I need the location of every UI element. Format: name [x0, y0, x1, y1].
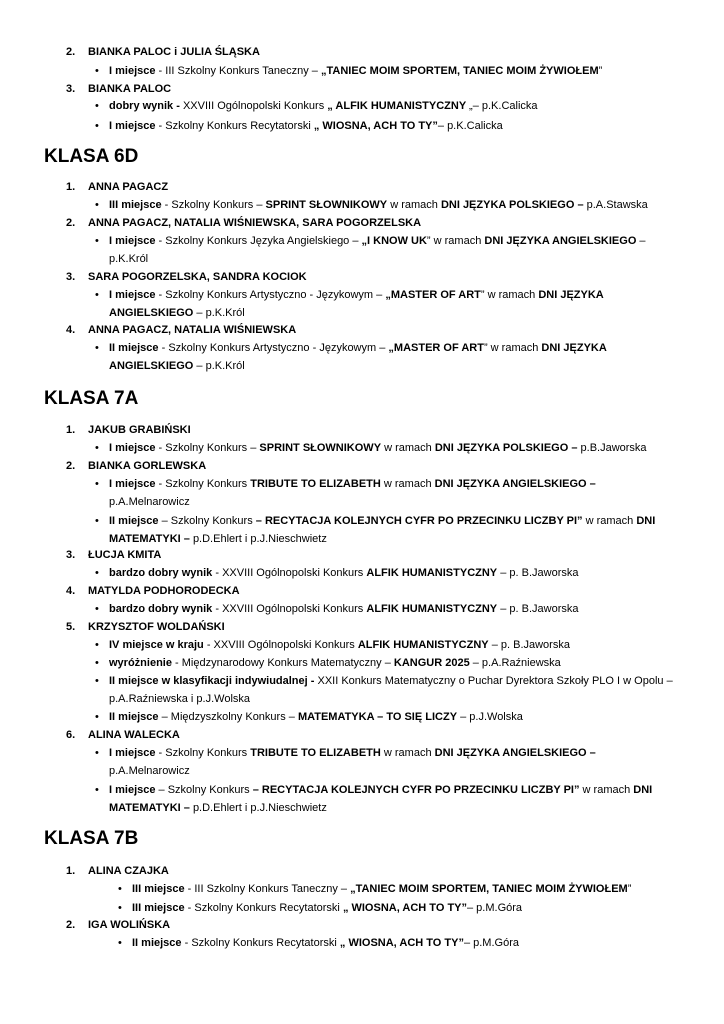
emphasis-text: „ WIOSNA, ACH TO TY”	[339, 937, 464, 949]
emphasis-text: MATEMATYKA – TO SIĘ LICZY	[297, 711, 458, 723]
achievement-item	[118, 880, 678, 898]
student-entry: 3. SARA POGORZELSKA, SANDRA KOCIOK	[66, 271, 307, 283]
body-text: – p. B.Jaworska	[497, 603, 579, 615]
student-entry: 4. MATYLDA PODHORODECKA	[66, 585, 240, 597]
body-text: - Szkolny Konkurs Recytatorski	[181, 937, 340, 949]
emphasis-text: „ ALFIK HUMANISTYCZNY	[327, 100, 470, 112]
bullet-icon: •	[95, 711, 99, 723]
emphasis-text: „TANIEC MOIM SPORTEM, TANIEC MOIM ŻYWIOŁEM	[320, 65, 599, 77]
emphasis-text: SPRINT SŁOWNIKOWY	[259, 442, 382, 454]
emphasis-text: II miejsce w klasyfikacji indywiudalnej -	[109, 675, 318, 687]
emphasis-text: „TANIEC MOIM SPORTEM, TANIEC MOIM ŻYWIOŁEM	[350, 883, 628, 895]
emphasis-text: DNI JĘZYKA ANGIELSKIEGO	[484, 235, 637, 247]
body-text: ” w ramach	[426, 235, 485, 247]
emphasis-text: „MASTER OF ART	[388, 342, 484, 354]
body-text: p.A.Stawska	[586, 199, 648, 211]
achievement-item	[95, 744, 675, 780]
body-text: ”	[598, 65, 603, 77]
body-text: - Szkolny Konkurs –	[155, 442, 260, 454]
bullet-icon: •	[95, 515, 99, 527]
achievement-item	[95, 97, 675, 115]
achievement-item	[95, 286, 675, 322]
bullet-icon: •	[95, 478, 99, 490]
emphasis-text: DNI JĘZYKA POLSKIEGO –	[434, 442, 581, 454]
body-text: w ramach	[380, 747, 435, 759]
body-text: - XXVIII Ogólnopolski Konkurs	[203, 639, 358, 651]
emphasis-text: III miejsce	[132, 902, 185, 914]
student-entry: 2. BIANKA GORLEWSKA	[66, 460, 207, 472]
bullet-icon: •	[95, 657, 99, 669]
emphasis-text: II miejsce	[109, 342, 159, 354]
body-text: w ramach	[582, 515, 637, 527]
emphasis-text: DNI JĘZYKA ANGIELSKIEGO –	[434, 747, 596, 759]
bullet-icon: •	[95, 65, 99, 77]
student-entry: 6. ALINA WALECKA	[66, 729, 180, 741]
emphasis-text: „I KNOW UK	[361, 235, 427, 247]
body-text: - Szkolny Konkurs Artystyczno - Językowym –	[155, 289, 386, 301]
emphasis-text: I miejsce	[109, 442, 156, 454]
body-text: – p.A.Raźniewska	[469, 657, 561, 669]
student-entry: 4. ANNA PAGACZ, NATALIA WIŚNIEWSKA	[66, 324, 297, 336]
student-entry: 2. ANNA PAGACZ, NATALIA WIŚNIEWSKA, SARA POGORZELSKA	[66, 217, 422, 229]
student-entry: 3. ŁUCJA KMITA	[66, 549, 162, 561]
bullet-icon: •	[95, 289, 99, 301]
achievement-item	[95, 564, 675, 582]
achievement-item	[95, 62, 675, 80]
achievement-item	[95, 781, 675, 817]
body-text: – p.K.Król	[193, 360, 245, 372]
body-text: - Szkolny Konkurs Recytatorski	[184, 902, 343, 914]
bullet-icon: •	[118, 902, 122, 914]
class-heading: KLASA 7B	[44, 828, 139, 849]
body-text: - Międzynarodowy Konkurs Matematyczny –	[171, 657, 394, 669]
achievement-item	[95, 672, 675, 708]
body-text: p.D.Ehlert i p.J.Nieschwietz	[192, 533, 327, 545]
emphasis-text: DNI MATEMATYKI –	[109, 515, 656, 545]
achievement-item	[95, 708, 675, 726]
achievement-item	[118, 899, 678, 917]
student-entry: 2. IGA WOLIŃSKA	[66, 919, 171, 931]
achievement-item	[95, 339, 675, 375]
emphasis-text: DNI JĘZYKA ANGIELSKIEGO	[109, 342, 607, 372]
body-text: - Szkolny Konkurs	[155, 747, 251, 759]
bullet-icon: •	[95, 639, 99, 651]
bullet-icon: •	[95, 120, 99, 132]
emphasis-text: TRIBUTE TO ELIZABETH	[250, 478, 381, 490]
bullet-icon: •	[118, 883, 122, 895]
emphasis-text: dobry wynik -	[109, 100, 183, 112]
emphasis-text: bardzo dobry wynik	[109, 603, 213, 615]
body-text: - III Szkolny Konkurs Taneczny –	[155, 65, 321, 77]
achievement-item	[95, 196, 675, 214]
body-text: - Szkolny Konkurs Artystyczno - Językowym –	[158, 342, 389, 354]
class-heading: KLASA 7A	[44, 388, 139, 409]
body-text: XXII Konkurs Matematyczny o Puchar Dyrektora Szkoły PLO I w Opolu – p.A.Raźniewska i p.J.Wolska	[109, 675, 673, 705]
body-text: - Szkolny Konkurs Języka Angielskiego –	[155, 235, 362, 247]
emphasis-text: – RECYTACJA KOLEJNYCH CYFR PO PRZECINKU LICZBY PI”	[255, 515, 583, 527]
achievement-item	[95, 512, 675, 548]
emphasis-text: ALFIK HUMANISTYCZNY	[366, 603, 498, 615]
emphasis-text: ALFIK HUMANISTYCZNY	[357, 639, 489, 651]
emphasis-text: I miejsce	[109, 120, 156, 132]
body-text: – p.K.Król	[109, 235, 646, 265]
class-heading: KLASA 6D	[44, 146, 139, 167]
body-text: - XXVIII Ogólnopolski Konkurs	[212, 567, 367, 579]
body-text: - III Szkolny Konkurs Taneczny –	[184, 883, 351, 895]
body-text: - Szkolny Konkurs –	[161, 199, 266, 211]
emphasis-text: I miejsce	[109, 784, 156, 796]
body-text: – p. B.Jaworska	[488, 639, 570, 651]
emphasis-text: SPRINT SŁOWNIKOWY	[265, 199, 388, 211]
body-text: - Szkolny Konkurs	[155, 478, 251, 490]
achievement-item	[118, 934, 678, 952]
body-text: w ramach	[579, 784, 634, 796]
emphasis-text: DNI MATEMATYKI –	[109, 784, 653, 814]
emphasis-text: ALFIK HUMANISTYCZNY	[366, 567, 498, 579]
emphasis-text: II miejsce	[109, 515, 159, 527]
body-text: – p. B.Jaworska	[497, 567, 579, 579]
body-text: ”	[627, 883, 632, 895]
emphasis-text: DNI JĘZYKA ANGIELSKIEGO –	[434, 478, 596, 490]
emphasis-text: II miejsce	[109, 711, 159, 723]
emphasis-text: „MASTER OF ART	[385, 289, 481, 301]
body-text: – p.K.Calicka	[437, 120, 503, 132]
body-text: – Szkolny Konkurs	[158, 515, 256, 527]
body-text: – Szkolny Konkurs	[155, 784, 253, 796]
body-text: – p.J.Wolska	[457, 711, 523, 723]
bullet-icon: •	[95, 747, 99, 759]
emphasis-text: II miejsce	[132, 937, 182, 949]
student-entry: 5. KRZYSZTOF WOLDAŃSKI	[66, 621, 225, 633]
body-text: - Szkolny Konkurs Recytatorski	[155, 120, 314, 132]
bullet-icon: •	[118, 937, 122, 949]
body-text: „– p.K.Calicka	[469, 100, 538, 112]
body-text: w ramach	[380, 478, 435, 490]
student-entry: 1. ANNA PAGACZ	[66, 181, 169, 193]
bullet-icon: •	[95, 100, 99, 112]
achievement-item	[95, 232, 675, 268]
body-text: ” w ramach	[480, 289, 539, 301]
emphasis-text: I miejsce	[109, 478, 156, 490]
bullet-icon: •	[95, 675, 99, 687]
achievement-item	[95, 636, 675, 654]
body-text: p.D.Ehlert i p.J.Nieschwietz	[192, 802, 327, 814]
emphasis-text: DNI JĘZYKA ANGIELSKIEGO	[109, 289, 604, 319]
emphasis-text: I miejsce	[109, 747, 156, 759]
achievement-item	[95, 475, 675, 511]
emphasis-text: I miejsce	[109, 289, 156, 301]
body-text: XXVIII Ogólnopolski Konkurs	[182, 100, 328, 112]
student-entry: 3. BIANKA PALOC	[66, 83, 172, 95]
bullet-icon: •	[95, 784, 99, 796]
emphasis-text: I miejsce	[109, 65, 156, 77]
body-text: w ramach	[387, 199, 441, 211]
student-entry: 1. ALINA CZAJKA	[66, 865, 169, 877]
student-entry: 1. JAKUB GRABIŃSKI	[66, 424, 191, 436]
bullet-icon: •	[95, 603, 99, 615]
emphasis-text: I miejsce	[109, 235, 156, 247]
emphasis-text: IV miejsce w kraju	[109, 639, 204, 651]
body-text: – p.K.Król	[193, 307, 245, 319]
emphasis-text: III miejsce	[132, 883, 185, 895]
body-text: p.B.Jaworska	[580, 442, 647, 454]
emphasis-text: wyróżnienie	[109, 657, 172, 669]
body-text: – p.M.Góra	[467, 902, 523, 914]
body-text: p.A.Melnarowicz	[109, 765, 190, 777]
emphasis-text: bardzo dobry wynik	[109, 567, 213, 579]
emphasis-text: DNI JĘZYKA POLSKIEGO –	[440, 199, 587, 211]
emphasis-text: „ WIOSNA, ACH TO TY”	[342, 902, 467, 914]
emphasis-text: III miejsce	[109, 199, 162, 211]
achievement-item	[95, 117, 675, 135]
bullet-icon: •	[95, 442, 99, 454]
body-text: w ramach	[381, 442, 435, 454]
emphasis-text: – RECYTACJA KOLEJNYCH CYFR PO PRZECINKU LICZBY PI”	[252, 784, 580, 796]
bullet-icon: •	[95, 342, 99, 354]
emphasis-text: „ WIOSNA, ACH TO TY”	[313, 120, 438, 132]
emphasis-text: TRIBUTE TO ELIZABETH	[250, 747, 381, 759]
body-text: - XXVIII Ogólnopolski Konkurs	[212, 603, 367, 615]
achievement-item	[95, 600, 675, 618]
achievement-item	[95, 439, 675, 457]
body-text: p.A.Melnarowicz	[109, 496, 190, 508]
body-text: – p.M.Góra	[463, 937, 519, 949]
bullet-icon: •	[95, 567, 99, 579]
bullet-icon: •	[95, 199, 99, 211]
body-text: ” w ramach	[483, 342, 542, 354]
body-text: – Międzyszkolny Konkurs –	[158, 711, 298, 723]
student-entry: 2. BIANKA PALOC i JULIA ŚLĄSKA	[66, 46, 260, 58]
bullet-icon: •	[95, 235, 99, 247]
emphasis-text: KANGUR 2025	[393, 657, 470, 669]
achievement-item	[95, 654, 675, 672]
